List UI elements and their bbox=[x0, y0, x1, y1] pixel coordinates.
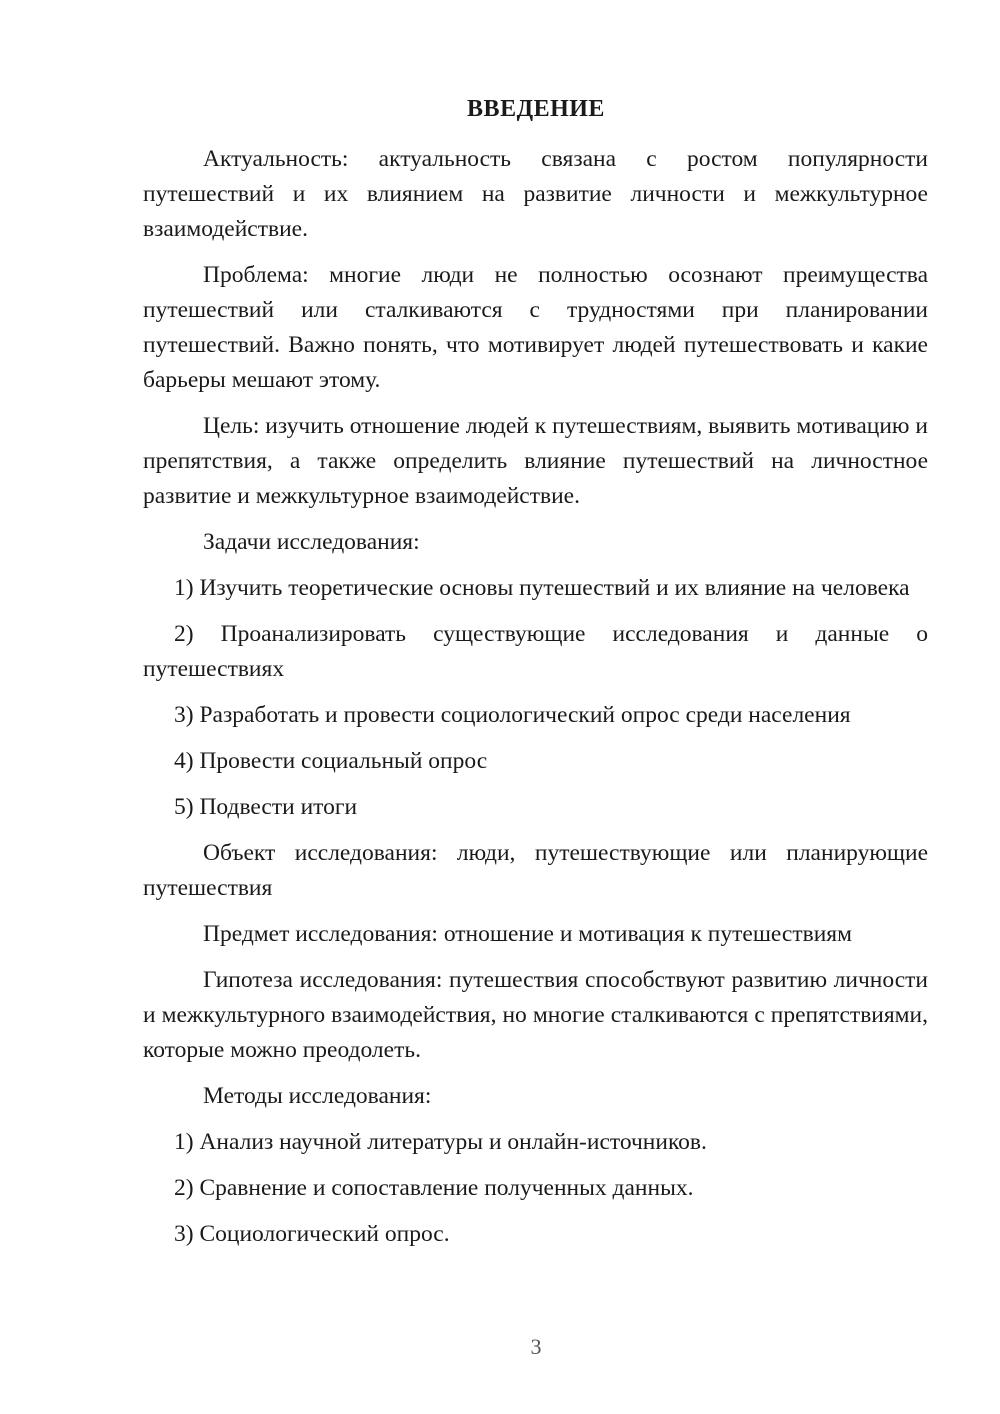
methods-heading: Методы исследования: bbox=[203, 1083, 432, 1109]
task-item-4: 4) Провести социальный опрос bbox=[174, 748, 488, 774]
task-item-3: 3) Разработать и провести социологический опрос среди населения bbox=[174, 702, 851, 728]
relevance-paragraph: Актуальность: актуальность связана с ростом популярности путешествий и их влиянием на развитие личности и межкультурное взаимодействие. bbox=[143, 146, 928, 242]
subject-paragraph: Предмет исследования: отношение и мотивация к путешествиям bbox=[203, 921, 852, 947]
task-item-2: 2) Проанализировать существующие исследования и данные о путешествиях bbox=[143, 621, 928, 682]
tasks-heading: Задачи исследования: bbox=[203, 529, 420, 555]
task-item-1: 1) Изучить теоретические основы путешествий и их влияние на человека bbox=[174, 575, 910, 601]
section-title: ВВЕДЕНИЕ bbox=[467, 96, 605, 122]
method-item-2: 2) Сравнение и сопоставление полученных данных. bbox=[174, 1175, 694, 1201]
goal-paragraph: Цель: изучить отношение людей к путешествиям, выявить мотивацию и препятствия, а также определить влияние путешествий на личностное развитие и межкультурное взаимодействие. bbox=[143, 413, 928, 509]
document-body bbox=[143, 142, 928, 1252]
method-item-3: 3) Социологический опрос. bbox=[174, 1221, 450, 1247]
problem-paragraph: Проблема: многие люди не полностью осознают преимущества путешествий или сталкиваются с трудностями при планировании путешествий. Важно понять, что мотивирует людей путешествовать и какие барьеры мешают этому. bbox=[143, 262, 928, 393]
hypothesis-paragraph: Гипотеза исследования: путешествия способствуют развитию личности и межкультурного взаимодействия, но многие сталкиваются с препятствиями, которые можно преодолеть. bbox=[143, 967, 928, 1063]
object-paragraph: Объект исследования: люди, путешествующие или планирующие путешествия bbox=[143, 840, 928, 901]
task-item-5: 5) Подвести итоги bbox=[174, 794, 358, 820]
method-item-1: 1) Анализ научной литературы и онлайн-источников. bbox=[174, 1129, 707, 1155]
page-number: 3 bbox=[530, 1334, 542, 1359]
